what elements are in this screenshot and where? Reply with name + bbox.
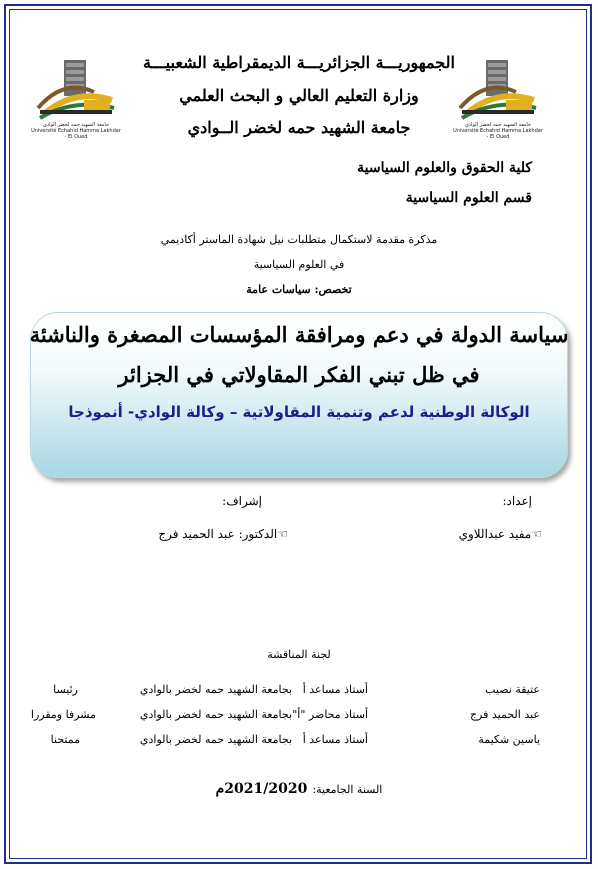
title-line-2: في ظل تبني الفكر المقاولاتي في الجزائر xyxy=(118,362,480,387)
student-entry xyxy=(459,527,542,541)
committee-member-role: ممتحنا xyxy=(50,733,80,746)
title-line-3: الوكالة الوطنية لدعم وتنمية المقاولاتية – وكالة الوادي- أنموذجا xyxy=(68,403,530,421)
logo-caption-en: Université Echahid Hamma Lakhdar - El Oued xyxy=(453,128,543,140)
committee-member-institution: بجامعة الشهيد حمه لخضر بالوادي xyxy=(139,683,292,696)
committee-heading: لجنة المناقشة xyxy=(267,648,331,661)
republic-name: الجمهوريـــة الجزائريـــة الديمقراطية الشعبيـــة xyxy=(143,53,455,72)
ministry-name: وزارة التعليم العالي و البحث العلمي xyxy=(179,86,419,105)
prepared-label: إعداد: xyxy=(502,494,532,508)
thesis-specialty: تخصص: سياسات عامة xyxy=(246,283,352,296)
academic-year-suffix: م xyxy=(215,781,225,797)
logo-caption-ar: جامعة الشهيد حمه لخضر الوادي xyxy=(464,122,532,128)
hand-pointer-icon: ☜ xyxy=(531,527,542,541)
thesis-field: في العلوم السياسية xyxy=(253,258,345,271)
faculty-name: كلية الحقوق والعلوم السياسية xyxy=(357,160,532,176)
committee-member-rank: أستاذ محاضر "أ" xyxy=(292,708,368,721)
supervisor-entry xyxy=(158,527,288,541)
supervisor-name: الدكتور: عبد الحميد فرج xyxy=(158,527,278,541)
committee-member-rank: أستاذ مساعد أ xyxy=(302,683,368,696)
academic-year xyxy=(0,778,598,797)
logo-caption-ar: جامعة الشهيد حمه لخضر الوادي xyxy=(42,122,110,128)
committee-member-name: ياسين شكيمة xyxy=(478,733,540,746)
thesis-purpose: مذكرة مقدمة لاستكمال متطلبات نيل شهادة الماستر أكاديمي xyxy=(160,233,438,246)
committee-member-role: مشرفا ومقررا xyxy=(30,708,96,721)
logo-caption-en: Université Echahid Hamma Lakhdar - El Oued xyxy=(31,128,121,140)
committee-member-name: عبد الحميد فرج xyxy=(469,708,540,721)
hand-pointer-icon: ☜ xyxy=(277,527,288,541)
academic-year-value: 2021/2020 xyxy=(224,781,308,797)
committee-member-role: رئيسا xyxy=(53,683,78,696)
title-line-1: سياسة الدولة في دعم ومرافقة المؤسسات المصغرة والناشئة xyxy=(29,322,569,347)
committee-member-institution: بجامعة الشهيد حمه لخضر بالوادي xyxy=(139,733,292,746)
student-name: مفيد عبداللاوي xyxy=(458,527,532,541)
committee-member-name: عتيقة نصيب xyxy=(485,683,540,696)
university-name: جامعة الشهيد حمه لخضر الــوادي xyxy=(187,118,411,137)
committee-member-rank: أستاذ مساعد أ xyxy=(302,733,368,746)
committee-member-institution: بجامعة الشهيد حمه لخضر بالوادي xyxy=(139,708,292,721)
department-name: قسم العلوم السياسية xyxy=(405,190,532,206)
supervision-label: إشراف: xyxy=(222,494,262,508)
academic-year-label: السنة الجامعية: xyxy=(312,783,383,796)
